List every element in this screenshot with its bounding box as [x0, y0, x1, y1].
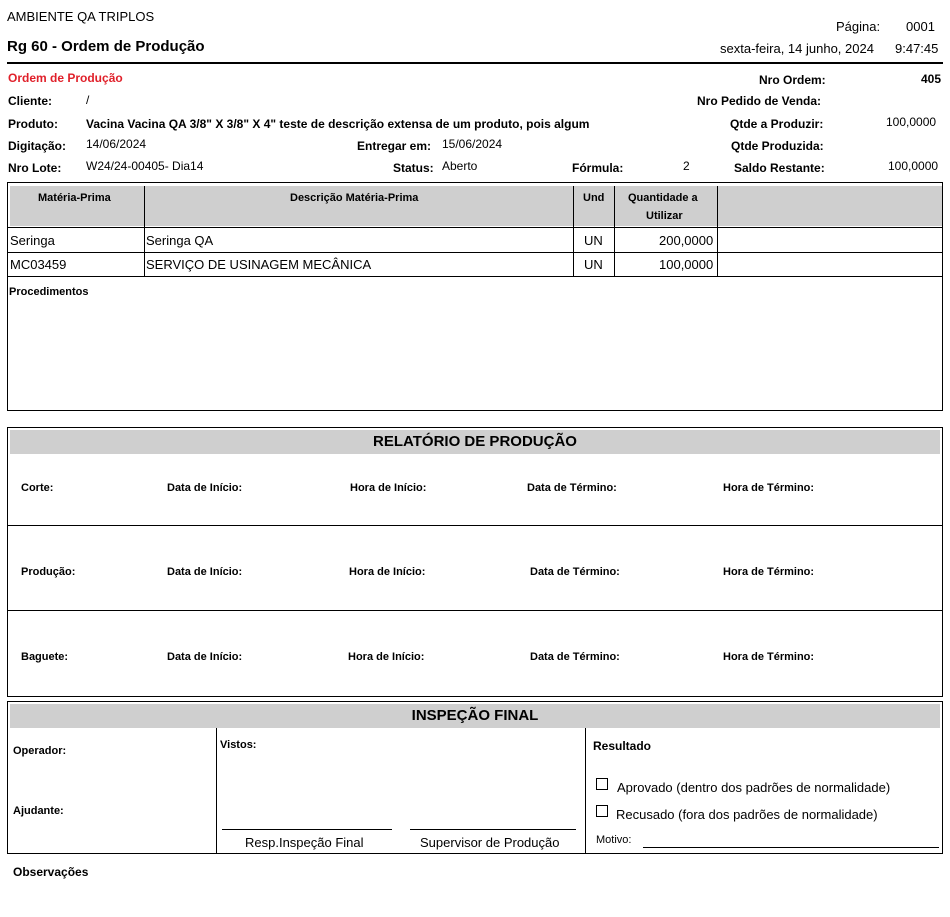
- row-0-descricao: Seringa QA: [146, 233, 214, 248]
- row-0-quantidade: 200,0000: [659, 233, 714, 248]
- saldo-label: Saldo Restante:: [734, 161, 825, 175]
- supervisor-label: Supervisor de Produção: [420, 835, 560, 850]
- qtde-produzir-value: 100,0000: [886, 115, 937, 129]
- materials-header-bg: [10, 186, 942, 226]
- resp-signature-line: [222, 829, 392, 830]
- row-0-und: UN: [584, 233, 603, 248]
- status-value: Aberto: [442, 159, 478, 173]
- corte-data-inicio: Data de Início:: [167, 482, 243, 494]
- header-quantidade-2: Utilizar: [646, 210, 683, 222]
- motivo-line: [643, 847, 939, 848]
- header-divider: [7, 62, 943, 64]
- producao-hora-termino: Hora de Término:: [723, 566, 815, 578]
- lote-label: Nro Lote:: [8, 161, 62, 175]
- corte-hora-termino: Hora de Término:: [723, 482, 815, 494]
- row-1-descricao: SERVIÇO DE USINAGEM MECÂNICA: [146, 257, 372, 272]
- producao-data-inicio: Data de Início:: [167, 566, 243, 578]
- entregar-label: Entregar em:: [357, 139, 432, 153]
- baguete-data-inicio: Data de Início:: [167, 651, 243, 663]
- formula-label: Fórmula:: [572, 161, 624, 175]
- pedido-label: Nro Pedido de Venda:: [697, 94, 822, 108]
- row-1-und: UN: [584, 257, 603, 272]
- baguete-data-termino: Data de Término:: [530, 651, 620, 663]
- procedimentos-label: Procedimentos: [9, 286, 89, 298]
- corte-hora-inicio: Hora de Início:: [350, 482, 427, 494]
- motivo-label: Motivo:: [596, 834, 632, 846]
- corte-data-termino: Data de Término:: [527, 482, 617, 494]
- report-date: sexta-feira, 14 junho, 2024: [720, 41, 874, 56]
- operador-label: Operador:: [13, 745, 67, 757]
- produto-value: Vacina Vacina QA 3/8" X 3/8" X 4" teste de descrição extensa de um produto, pois algum: [86, 117, 590, 131]
- entregar-value: 15/06/2024: [442, 137, 503, 151]
- stage-producao: Produção:: [21, 566, 76, 578]
- supervisor-signature-line: [410, 829, 576, 830]
- stage-baguete: Baguete:: [21, 651, 69, 663]
- producao-data-termino: Data de Término:: [530, 566, 620, 578]
- aprovado-label: Aprovado (dentro dos padrões de normalidade): [617, 780, 891, 795]
- cliente-value: /: [86, 93, 90, 107]
- order-section-title: Ordem de Produção: [8, 71, 123, 85]
- producao-hora-inicio: Hora de Início:: [349, 566, 426, 578]
- final-inspection-title: INSPEÇÃO FINAL: [411, 707, 539, 724]
- ajudante-label: Ajudante:: [13, 805, 64, 817]
- resultado-label: Resultado: [593, 739, 652, 753]
- observacoes-label: Observações: [13, 865, 89, 879]
- production-report-title: RELATÓRIO DE PRODUÇÃO: [373, 433, 577, 450]
- page-label: Página:: [836, 19, 881, 34]
- produto-label: Produto:: [8, 117, 58, 131]
- row-1-quantidade: 100,0000: [659, 257, 714, 272]
- row-1-materia: MC03459: [10, 257, 67, 272]
- row-0-materia: Seringa: [10, 233, 55, 248]
- recusado-checkbox[interactable]: [596, 805, 608, 817]
- cliente-label: Cliente:: [8, 94, 53, 108]
- header-quantidade-1: Quantidade a: [628, 192, 698, 204]
- header-und: Und: [583, 192, 605, 204]
- qtde-produzida-label: Qtde Produzida:: [731, 139, 824, 153]
- aprovado-checkbox[interactable]: [596, 778, 608, 790]
- header-descricao: Descrição Matéria-Prima: [290, 192, 419, 204]
- vistos-label: Vistos:: [220, 739, 257, 751]
- resp-label: Resp.Inspeção Final: [245, 835, 364, 850]
- report-title: Rg 60 - Ordem de Produção: [7, 38, 205, 55]
- baguete-hora-termino: Hora de Término:: [723, 651, 815, 663]
- lote-value: W24/24-00405- Dia14: [86, 159, 204, 173]
- page-number: 0001: [906, 19, 935, 34]
- qtde-produzir-label: Qtde a Produzir:: [730, 117, 824, 131]
- report-time: 9:47:45: [895, 41, 939, 56]
- saldo-value: 100,0000: [888, 159, 939, 173]
- recusado-label: Recusado (fora dos padrões de normalidade): [616, 807, 878, 822]
- status-label: Status:: [393, 161, 434, 175]
- header-materia: Matéria-Prima: [38, 192, 111, 204]
- baguete-hora-inicio: Hora de Início:: [348, 651, 425, 663]
- digitacao-label: Digitação:: [8, 139, 67, 153]
- stage-corte: Corte:: [21, 482, 54, 494]
- nro-ordem-label: Nro Ordem:: [759, 73, 826, 87]
- nro-ordem-value: 405: [921, 72, 942, 86]
- company-name: AMBIENTE QA TRIPLOS: [7, 9, 155, 24]
- digitacao-value: 14/06/2024: [86, 137, 147, 151]
- formula-value: 2: [683, 159, 690, 173]
